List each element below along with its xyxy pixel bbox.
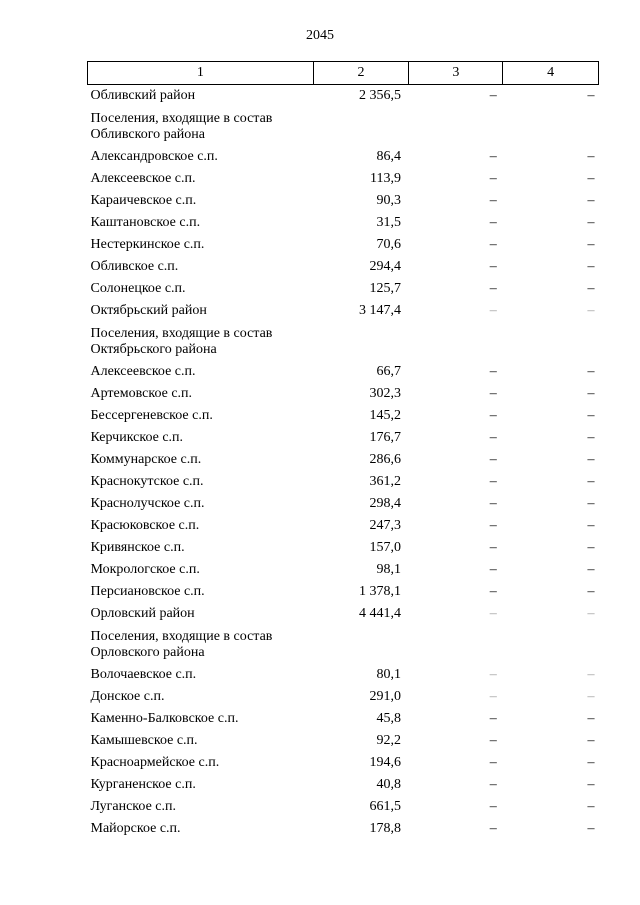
row-name-cell: Обливский район (90, 88, 196, 103)
row-col4-cell: – (587, 474, 595, 489)
row-value-cell: 4 441,4 (358, 606, 401, 621)
row-col3-cell: – (489, 689, 497, 704)
table-row (88, 256, 599, 278)
header-col-1: 1 (88, 62, 314, 85)
row-value-cell: 294,4 (369, 259, 401, 274)
row-value-cell: 66,7 (376, 364, 401, 379)
row-col3-cell: – (489, 452, 497, 467)
row-value-cell: 45,8 (376, 711, 401, 726)
row-col4-cell: – (587, 452, 595, 467)
row-value-cell: 361,2 (369, 474, 401, 489)
table-row (88, 322, 599, 361)
row-col4-cell: – (587, 777, 595, 792)
row-name-cell: Донское с.п. (90, 689, 165, 704)
row-value-cell: 302,3 (369, 386, 401, 401)
row-col4-cell (503, 625, 599, 664)
row-value-cell: 178,8 (369, 821, 401, 836)
table-row (88, 603, 599, 625)
row-col3-cell: – (489, 215, 497, 230)
row-value-cell: 2 356,5 (358, 88, 401, 103)
table-header (88, 62, 599, 85)
row-name-cell: Нестеркинское с.п. (90, 237, 205, 252)
row-col3-cell: – (489, 711, 497, 726)
row-name-cell: Поселения, входящие в состав Орловского района (90, 628, 273, 660)
row-value-cell: 1 378,1 (358, 584, 401, 599)
table-row (88, 361, 599, 383)
row-col4-cell: – (587, 821, 595, 836)
table-row (88, 146, 599, 168)
row-value-cell: 70,6 (376, 237, 401, 252)
table-row (88, 85, 599, 108)
row-col4-cell: – (587, 364, 595, 379)
row-name-cell: Алексеевское с.п. (90, 171, 196, 186)
table-row (88, 427, 599, 449)
row-name-cell: Бессергеневское с.п. (90, 408, 213, 423)
row-col3-cell: – (489, 386, 497, 401)
table-row (88, 234, 599, 256)
header-col-3: 3 (409, 62, 503, 85)
row-col3-cell: – (489, 259, 497, 274)
row-name-cell: Красюковское с.п. (90, 518, 200, 533)
row-col4-cell: – (587, 149, 595, 164)
table-row (88, 212, 599, 234)
row-value-cell: 86,4 (376, 149, 401, 164)
row-col4-cell: – (587, 215, 595, 230)
row-col4-cell: – (587, 584, 595, 599)
row-col3-cell: – (489, 193, 497, 208)
row-col3-cell: – (489, 364, 497, 379)
row-col3-cell: – (489, 540, 497, 555)
row-col3-cell: – (489, 88, 497, 103)
row-value-cell: 31,5 (376, 215, 401, 230)
table-row (88, 278, 599, 300)
row-col3-cell: – (489, 777, 497, 792)
row-col4-cell (503, 107, 599, 146)
row-value-cell (313, 625, 409, 664)
row-col3-cell: – (489, 149, 497, 164)
row-col4-cell: – (587, 281, 595, 296)
row-col3-cell: – (489, 408, 497, 423)
table-row (88, 405, 599, 427)
row-col3-cell: – (489, 171, 497, 186)
row-name-cell: Курганенское с.п. (90, 777, 196, 792)
row-name-cell: Камышевское с.п. (90, 733, 198, 748)
row-name-cell: Каменно-Балковское с.п. (90, 711, 239, 726)
row-name-cell: Краснокутское с.п. (90, 474, 204, 489)
row-name-cell: Красноармейское с.п. (90, 755, 220, 770)
header-col-2: 2 (313, 62, 409, 85)
header-col-4: 4 (503, 62, 599, 85)
table-row (88, 107, 599, 146)
row-col4-cell: – (587, 733, 595, 748)
row-col4-cell: – (587, 667, 595, 682)
row-name-cell: Мокрологское с.п. (90, 562, 200, 577)
row-col3-cell: – (489, 821, 497, 836)
row-col4-cell: – (587, 408, 595, 423)
row-name-cell: Караичевское с.п. (90, 193, 197, 208)
row-value-cell: 125,7 (369, 281, 401, 296)
table-row (88, 708, 599, 730)
table-body (88, 85, 599, 841)
row-name-cell: Артемовское с.п. (90, 386, 193, 401)
row-col3-cell (409, 625, 503, 664)
row-col4-cell: – (587, 755, 595, 770)
row-name-cell: Краснолучское с.п. (90, 496, 205, 511)
row-col4-cell: – (587, 606, 595, 621)
row-col4-cell: – (587, 540, 595, 555)
table-row (88, 625, 599, 664)
row-name-cell: Майорское с.п. (90, 821, 181, 836)
row-name-cell: Александровское с.п. (90, 149, 218, 164)
table-row (88, 796, 599, 818)
row-name-cell: Поселения, входящие в состав Октябрьского района (90, 325, 273, 357)
row-col3-cell: – (489, 281, 497, 296)
row-col4-cell: – (587, 171, 595, 186)
row-value-cell (313, 107, 409, 146)
row-col4-cell: – (587, 430, 595, 445)
table-row (88, 515, 599, 537)
table-row (88, 752, 599, 774)
table-row (88, 383, 599, 405)
row-name-cell: Персиановское с.п. (90, 584, 205, 599)
table-row (88, 449, 599, 471)
row-col3-cell: – (489, 237, 497, 252)
row-name-cell: Коммунарское с.п. (90, 452, 202, 467)
table-row (88, 190, 599, 212)
row-col3-cell: – (489, 584, 497, 599)
row-name-cell: Обливское с.п. (90, 259, 179, 274)
row-value-cell: 98,1 (376, 562, 401, 577)
row-name-cell: Орловский район (90, 606, 195, 621)
table-row (88, 537, 599, 559)
row-name-cell: Алексеевское с.п. (90, 364, 196, 379)
row-col3-cell: – (489, 474, 497, 489)
row-col3-cell: – (489, 562, 497, 577)
row-col4-cell: – (587, 386, 595, 401)
row-value-cell: 3 147,4 (358, 303, 401, 318)
row-name-cell: Волочаевское с.п. (90, 667, 197, 682)
row-col3-cell (409, 322, 503, 361)
table-row (88, 686, 599, 708)
row-col4-cell: – (587, 799, 595, 814)
row-col3-cell: – (489, 303, 497, 318)
row-col4-cell: – (587, 711, 595, 726)
row-value-cell: 291,0 (369, 689, 401, 704)
row-value-cell: 298,4 (369, 496, 401, 511)
row-value-cell: 661,5 (369, 799, 401, 814)
table-row (88, 168, 599, 190)
row-col3-cell: – (489, 733, 497, 748)
page-number: 2045 (306, 28, 334, 43)
table-row (88, 559, 599, 581)
row-value-cell: 113,9 (369, 171, 401, 186)
table-row (88, 664, 599, 686)
row-col4-cell (503, 322, 599, 361)
row-col3-cell: – (489, 606, 497, 621)
row-col4-cell: – (587, 88, 595, 103)
row-value-cell: 80,1 (376, 667, 401, 682)
table-row (88, 581, 599, 603)
row-name-cell: Солонецкое с.п. (90, 281, 186, 296)
row-name-cell: Октябрьский район (90, 303, 207, 318)
row-col4-cell: – (587, 259, 595, 274)
row-name-cell: Каштановское с.п. (90, 215, 201, 230)
header-row (88, 62, 599, 85)
row-col3-cell: – (489, 667, 497, 682)
row-name-cell: Поселения, входящие в состав Обливского района (90, 110, 273, 142)
row-name-cell: Кривянское с.п. (90, 540, 185, 555)
row-value-cell: 145,2 (369, 408, 401, 423)
row-col3-cell: – (489, 496, 497, 511)
row-value-cell: 40,8 (376, 777, 401, 792)
table-row (88, 471, 599, 493)
row-value-cell: 157,0 (369, 540, 401, 555)
row-name-cell: Луганское с.п. (90, 799, 176, 814)
row-col3-cell (409, 107, 503, 146)
row-col4-cell: – (587, 237, 595, 252)
table-row (88, 818, 599, 840)
row-col4-cell: – (587, 562, 595, 577)
row-col4-cell: – (587, 303, 595, 318)
row-col4-cell: – (587, 496, 595, 511)
row-col3-cell: – (489, 799, 497, 814)
row-value-cell: 286,6 (369, 452, 401, 467)
row-value-cell: 92,2 (376, 733, 401, 748)
row-value-cell: 176,7 (369, 430, 401, 445)
data-table (87, 61, 599, 840)
table-row (88, 300, 599, 322)
row-col4-cell: – (587, 518, 595, 533)
row-col3-cell: – (489, 430, 497, 445)
table-row (88, 730, 599, 752)
row-name-cell: Керчикское с.п. (90, 430, 184, 445)
row-col4-cell: – (587, 193, 595, 208)
table-row (88, 774, 599, 796)
row-col4-cell: – (587, 689, 595, 704)
row-value-cell: 247,3 (369, 518, 401, 533)
table-row (88, 493, 599, 515)
row-value-cell: 90,3 (376, 193, 401, 208)
row-value-cell (313, 322, 409, 361)
row-col3-cell: – (489, 518, 497, 533)
row-col3-cell: – (489, 755, 497, 770)
row-value-cell: 194,6 (369, 755, 401, 770)
